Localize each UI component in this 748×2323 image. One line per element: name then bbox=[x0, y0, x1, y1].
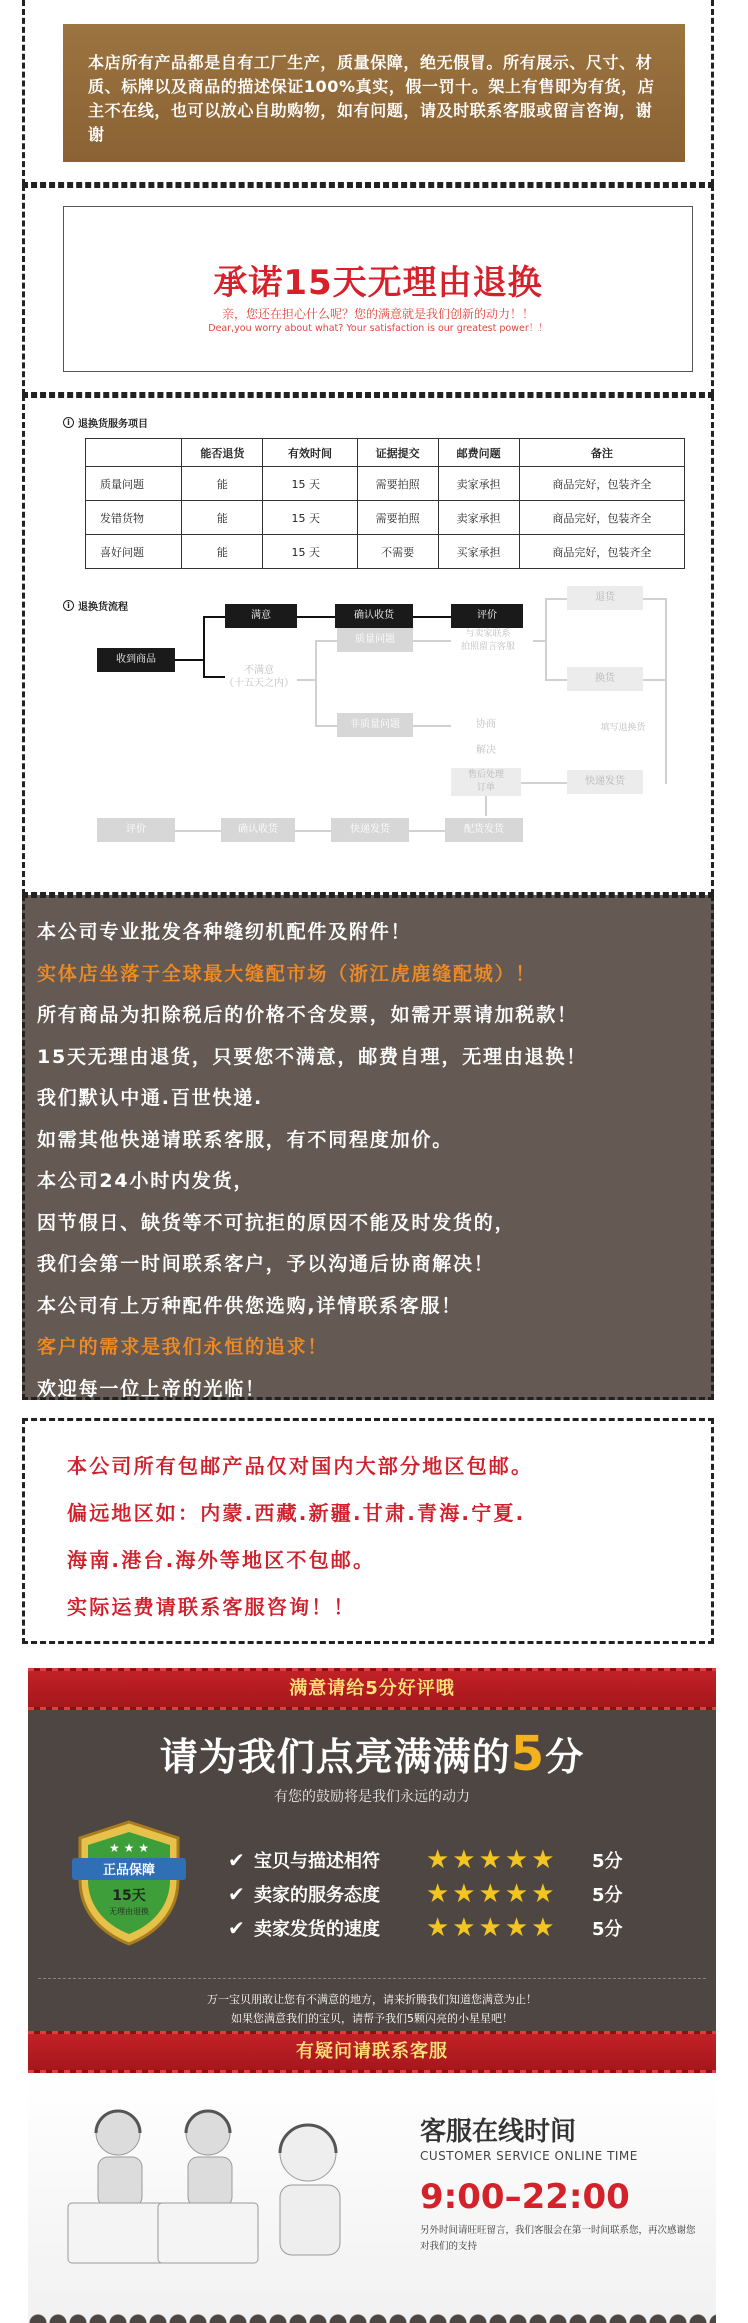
rating-tagline: 有您的鼓励将是我们永远的动力 bbox=[274, 1789, 470, 1805]
table-cell: 15 天 bbox=[263, 535, 357, 569]
flow-connector bbox=[409, 830, 445, 832]
table-cell: 能 bbox=[182, 467, 263, 501]
flow-connector bbox=[665, 598, 667, 716]
table-header: 证据提交 bbox=[357, 439, 438, 467]
table-row bbox=[86, 467, 685, 501]
policy-line: 所有商品为扣除税后的价格不含发票，如需开票请加税款！ bbox=[37, 1004, 578, 1026]
table-cell: 商品完好，包装齐全 bbox=[519, 501, 684, 535]
promise-box bbox=[63, 206, 693, 372]
policy-line: 因节假日、缺货等不可抗拒的原因不能及时发货的， bbox=[37, 1211, 516, 1234]
table-header-row bbox=[86, 439, 685, 467]
flow-connector bbox=[643, 679, 665, 681]
policy-line-highlight: 客户的需求是我们永恒的追求！ bbox=[37, 1336, 329, 1358]
cs-note: 另外时间请旺旺留言，我们客服会在第一时间联系您，再次感谢您对我们的支持 bbox=[420, 2225, 696, 2252]
table-header: 备注 bbox=[519, 439, 684, 467]
star-icons: ★★★★★ bbox=[426, 1879, 558, 1909]
flow-node-after-sale: 售后处理 订单 bbox=[451, 768, 521, 796]
scallop-edge bbox=[28, 2309, 716, 2323]
table-header: 能否退货 bbox=[182, 439, 263, 467]
flow-connector bbox=[545, 679, 567, 681]
notice-section bbox=[22, 0, 714, 185]
flow-connector bbox=[203, 616, 205, 676]
policy-line: 本公司24小时内发货， bbox=[37, 1170, 255, 1192]
table-cell: 15 天 bbox=[263, 467, 357, 501]
shipping-section bbox=[22, 1418, 714, 1644]
cs-title: 客服在线时间 bbox=[420, 2117, 577, 2147]
flow-node-receive: 收到商品 bbox=[97, 648, 175, 672]
table-row bbox=[86, 535, 685, 569]
shield-icon bbox=[70, 1818, 188, 1948]
table-cell: 卖家承担 bbox=[438, 501, 519, 535]
flow-node-consult: 协商 bbox=[476, 719, 496, 730]
flow-connector bbox=[665, 716, 667, 784]
shipping-line: 实际运费请联系客服咨询！！ bbox=[67, 1595, 356, 1619]
table-cell: 买家承担 bbox=[438, 535, 519, 569]
policy-lines bbox=[37, 912, 707, 1410]
table-row bbox=[86, 501, 685, 535]
flow-connector bbox=[297, 679, 315, 681]
table-cell: 需要拍照 bbox=[357, 467, 438, 501]
table-cell: 商品完好，包装齐全 bbox=[519, 467, 684, 501]
table-cell: 能 bbox=[182, 501, 263, 535]
rating-item: ✔ 卖家发货的速度 ★★★★★ 5分 bbox=[228, 1913, 623, 1943]
flow-connector bbox=[175, 659, 205, 661]
flow-connector bbox=[315, 640, 317, 726]
shield-line1: 正品保障 bbox=[102, 1863, 156, 1878]
table-header bbox=[86, 439, 182, 467]
promise-subtitle-en: Dear,you worry about what? Your satisfaction is our greatest power！！ bbox=[208, 323, 548, 334]
flow-connector bbox=[643, 598, 665, 600]
table-header: 有效时间 bbox=[263, 439, 357, 467]
notice-panel bbox=[63, 24, 685, 162]
table-cell: 质量问题 bbox=[86, 467, 182, 501]
flow-node-exchange: 换货 bbox=[567, 667, 643, 691]
table-cell: 能 bbox=[182, 535, 263, 569]
rating-section bbox=[28, 1668, 716, 2323]
cs-subtitle: CUSTOMER SERVICE ONLINE TIME bbox=[420, 2149, 638, 2163]
rating-item: ✔ 宝贝与描述相符 ★★★★★ 5分 bbox=[228, 1845, 623, 1875]
rating-note: 如果您满意我们的宝贝，请帮予我们5颗闪亮的小星星吧！ bbox=[231, 2012, 513, 2025]
customer-service-panel bbox=[28, 2073, 716, 2323]
info-icon: i bbox=[63, 417, 74, 428]
flow-node-express-ship: 快递发货 bbox=[567, 770, 643, 794]
flow-connector bbox=[315, 640, 337, 642]
table-cell: 不需要 bbox=[357, 535, 438, 569]
contact-banner: 有疑问请联系客服 bbox=[28, 2031, 716, 2073]
flow-connector bbox=[315, 725, 337, 727]
notice-text: 本店所有产品都是自有工厂生产，质量保障，绝无假冒。所有展示、尺寸、材质、标牌以及商品的描述保证100%真实，假一罚十。架上有售即为有货，店主不在线，也可以放心自助购物，如有问题，请及时联系客服或留言咨询，谢谢 bbox=[88, 53, 655, 144]
star-icons: ★★★★★ bbox=[426, 1845, 558, 1875]
table-header: 邮费问题 bbox=[438, 439, 519, 467]
table-cell: 商品完好，包装齐全 bbox=[519, 535, 684, 569]
info-icon: i bbox=[63, 600, 74, 611]
policy-section bbox=[22, 895, 714, 1400]
flow-node-fill-form: 填写退换货 bbox=[600, 723, 646, 733]
promise-title: 承诺15天无理由退换 bbox=[213, 263, 543, 303]
flow-connector bbox=[485, 796, 487, 816]
flow-node-resolve: 解决 bbox=[476, 745, 496, 756]
policy-line: 本公司有上万种配件供您选购,详情联系客服！ bbox=[37, 1294, 463, 1317]
policy-line: 本公司专业批发各种缝纫机配件及附件！ bbox=[37, 921, 412, 943]
flow-connector bbox=[295, 830, 331, 832]
policy-line: 我们会第一时间联系客户，予以沟通后协商解决！ bbox=[37, 1253, 495, 1275]
table-cell: 发错货物 bbox=[86, 501, 182, 535]
flow-connector bbox=[521, 782, 567, 784]
policy-line: 我们默认中通.百世快递. bbox=[37, 1087, 264, 1109]
check-icon: ✔ bbox=[228, 1848, 245, 1872]
policy-line: 15天无理由退货，只要您不满意，邮费自理，无理由退换！ bbox=[37, 1045, 588, 1068]
flow-node-non-quality: 非质量问题 bbox=[337, 713, 413, 737]
shipping-line: 海南.港台.海外等地区不包邮。 bbox=[67, 1548, 376, 1572]
flow-connector bbox=[533, 640, 545, 642]
table-cell: 喜好问题 bbox=[86, 535, 182, 569]
return-service-table bbox=[85, 438, 685, 569]
flow-node-review2: 评价 bbox=[97, 818, 175, 842]
flow-node-confirm2: 确认收货 bbox=[221, 818, 295, 842]
flow-connector bbox=[545, 598, 567, 600]
svg-text:★ ★ ★: ★ ★ ★ bbox=[109, 1841, 149, 1855]
star-icons: ★★★★★ bbox=[426, 1913, 558, 1943]
shipping-lines bbox=[67, 1443, 707, 1631]
rating-item: ✔ 卖家的服务态度 ★★★★★ 5分 bbox=[228, 1879, 623, 1909]
table-cell: 卖家承担 bbox=[438, 467, 519, 501]
flow-connector bbox=[297, 616, 335, 618]
flow-node-unsatisfied: 不满意 （十五天之内） bbox=[224, 665, 294, 689]
rating-banner: 满意请给5分好评哦 bbox=[28, 1668, 716, 1710]
policy-line: 欢迎每一位上帝的光临！ bbox=[37, 1377, 266, 1400]
policy-line-highlight: 实体店坐落于全球最大缝配市场（浙江虎鹿缝配城）！ bbox=[37, 962, 537, 985]
check-icon: ✔ bbox=[228, 1882, 245, 1906]
shield-line3: 无理由退换 bbox=[109, 1907, 149, 1916]
flow-node-deliver: 配货发货 bbox=[445, 818, 523, 842]
flow-connector bbox=[203, 616, 225, 618]
flow-node-contact: 与卖家联系 拍照留言客服 bbox=[460, 629, 515, 652]
rating-note: 万一宝贝朋敢让您有不满意的地方，请来折腾我们知道您满意为止！ bbox=[207, 1993, 537, 2006]
promise-section bbox=[22, 185, 714, 395]
promise-subtitle-cn: 亲，您还在担心什么呢？您的满意就是我们创新的动力！！ bbox=[221, 307, 534, 321]
return-service-section bbox=[22, 395, 714, 895]
customer-service-figures-icon bbox=[58, 2093, 378, 2303]
shipping-line: 偏远地区如：内蒙.西藏.新疆.甘肃.青海.宁夏. bbox=[67, 1501, 526, 1525]
shipping-line: 本公司所有包邮产品仅对国内大部分地区包邮。 bbox=[67, 1454, 534, 1478]
policy-line: 如需其他快递请联系客服，有不同程度加价。 bbox=[37, 1128, 454, 1151]
flow-connector bbox=[175, 830, 221, 832]
rating-headline: 请为我们点亮满满的5分 bbox=[159, 1726, 585, 1782]
divider bbox=[38, 1978, 706, 1979]
cs-hours: 9:00–22:00 bbox=[420, 2177, 630, 2217]
flow-title: i 退换货流程 bbox=[63, 598, 128, 613]
flow-node-ship2: 快递发货 bbox=[331, 818, 409, 842]
service-table-title: i 退换货服务项目 bbox=[63, 415, 148, 430]
flow-connector bbox=[413, 616, 451, 618]
flow-node-return: 退货 bbox=[567, 586, 643, 610]
flow-node-quality: 质量问题 bbox=[337, 628, 413, 652]
check-icon: ✔ bbox=[228, 1916, 245, 1940]
flow-connector bbox=[545, 598, 547, 680]
flow-node-satisfied: 满意 bbox=[225, 604, 297, 628]
shield-line2: 15天 bbox=[112, 1888, 146, 1904]
table-cell: 15 天 bbox=[263, 501, 357, 535]
table-cell: 需要拍照 bbox=[357, 501, 438, 535]
flow-node-review: 评价 bbox=[451, 604, 523, 628]
flow-connector bbox=[413, 725, 451, 727]
flow-node-confirm: 确认收货 bbox=[335, 604, 413, 628]
